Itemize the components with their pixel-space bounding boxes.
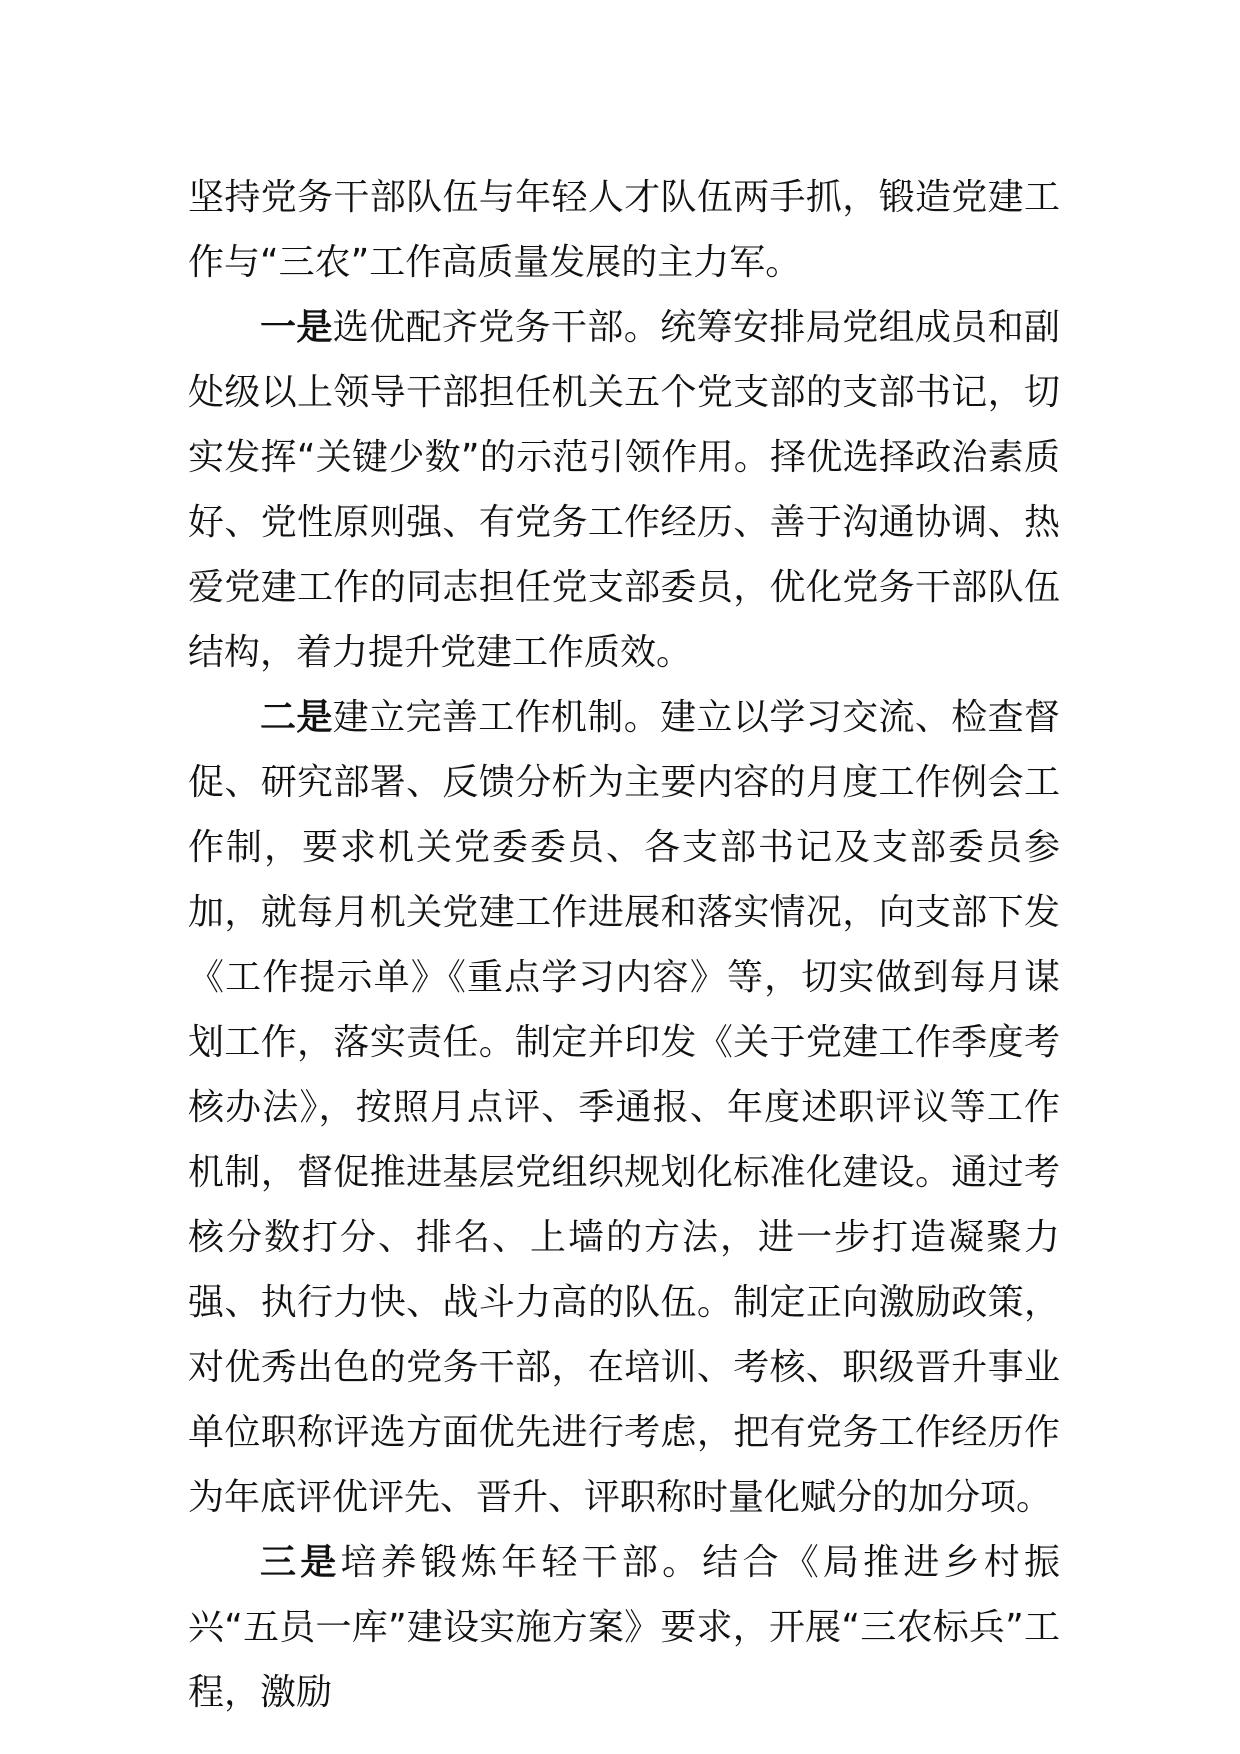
paragraph-intro [188,165,1060,295]
paragraph-lead: 三是 [260,1542,341,1583]
paragraph-text: 坚持党务干部队伍与年轻人才队伍两手抓，锻造党建工作与“三农”工作高质量发展的主力军。 [188,177,1060,283]
paragraph-lead: 一是 [260,307,333,348]
paragraph-point-2 [188,685,1060,1530]
paragraph-text: 建立完善工作机制。建立以学习交流、检查督促、研究部署、反馈分析为主要内容的月度工作例会工作制，要求机关党委委员、各支部书记及支部委员参加，就每月机关党建工作进展和落实情况，向支部下发《工作提示单》《重点学习内容》等，切实做到每月谋划工作，落实责任。制定并印发《关于党建工作季度考核办法》，按照月点评、季通报、年度述职评议等工作机制，督促推进基层党组织规划化标准化建设。通过考核分数打分、排名、上墙的方法，进一步打造凝聚力强、执行力快、战斗力高的队伍。制定正向激励政策，对优秀出色的党务干部，在培训、考核、职级晋升事业单位职称评选方面优先进行考虑，把有党务工作经历作为年底评优评先、晋升、评职称时量化赋分的加分项。 [188,697,1060,1518]
paragraph-text: 选优配齐党务干部。统筹安排局党组成员和副处级以上领导干部担任机关五个党支部的支部书记，切实发挥“关键少数”的示范引领作用。择优选择政治素质好、党性原则强、有党务工作经历、善于沟通协调、热爱党建工作的同志担任党支部委员，优化党务干部队伍结构，着力提升党建工作质效。 [188,307,1060,673]
paragraph-lead: 二是 [260,697,333,738]
paragraph-point-3 [188,1530,1060,1725]
document-body [188,165,1060,1725]
paragraph-point-1 [188,295,1060,685]
paragraph-text: 培养锻炼年轻干部。结合《局推进乡村振兴“五员一库”建设实施方案》要求，开展“三农标兵”工程，激励 [188,1542,1060,1713]
